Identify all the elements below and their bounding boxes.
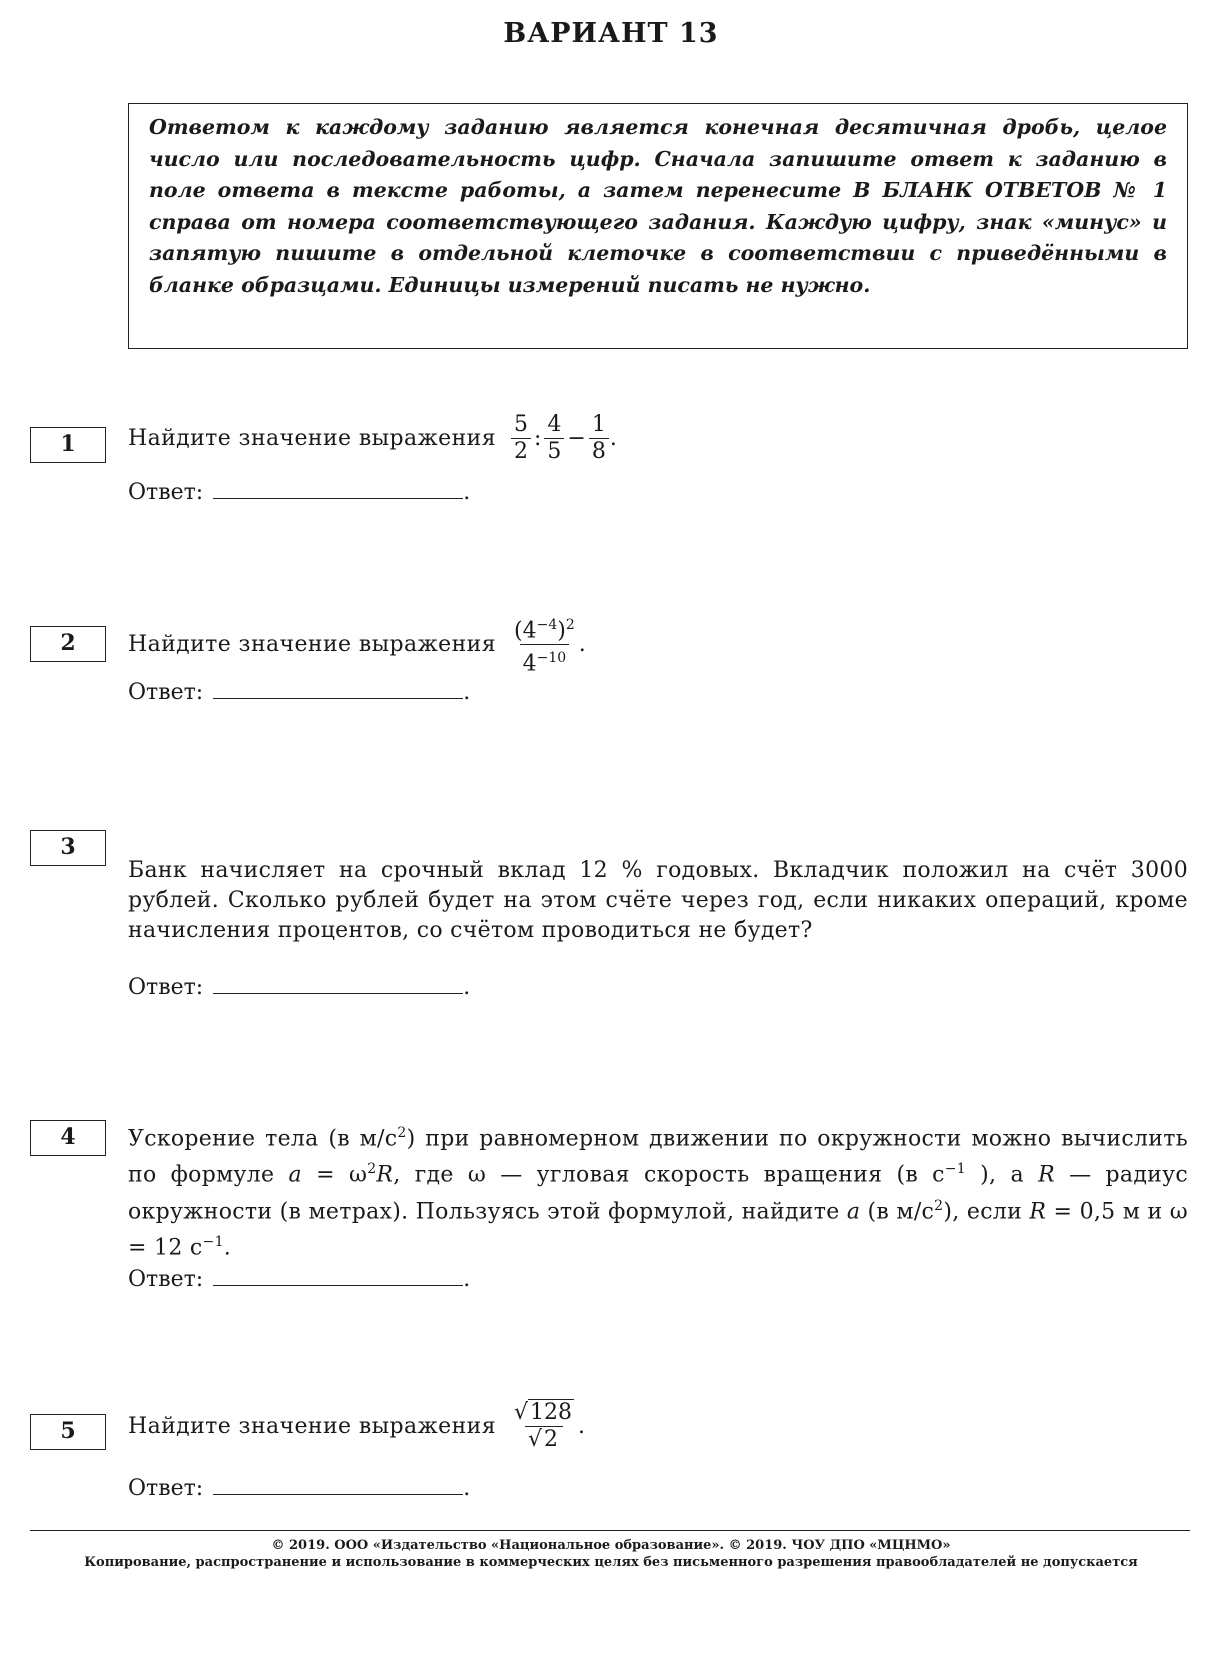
period: . <box>578 632 586 658</box>
denominator: 8 <box>589 438 609 465</box>
numerator: 1 <box>591 412 606 437</box>
denominator: $4^{-10}$ <box>520 644 570 677</box>
footer-copyright: © 2019. ООО «Издательство «Национальное образование». © 2019. ЧОУ ДПО «МЦНМО» <box>271 1538 951 1553</box>
answer-row: Ответ: . <box>128 680 471 705</box>
fraction <box>511 612 578 678</box>
denominator: √2 <box>525 1426 563 1453</box>
page-title: ВАРИАНТ 13 <box>503 18 719 49</box>
task-5-question <box>128 1400 585 1453</box>
task-number: 1 <box>30 427 106 463</box>
denominator: 5 <box>544 438 564 465</box>
task-number: 5 <box>30 1414 106 1450</box>
period: . <box>609 426 617 451</box>
task-prompt: Найдите значение выражения <box>128 426 496 451</box>
answer-label: Ответ: <box>128 480 204 505</box>
answer-field[interactable] <box>213 1476 463 1495</box>
fraction <box>511 1400 577 1453</box>
numerator: 4 <box>547 412 562 437</box>
answer-field[interactable] <box>213 1267 463 1286</box>
denominator: 2 <box>511 438 531 465</box>
answer-row: Ответ: . <box>128 975 471 1000</box>
answer-field[interactable] <box>213 680 463 699</box>
answer-label: Ответ: <box>128 1267 204 1292</box>
task-prompt: Найдите значение выражения <box>128 632 496 658</box>
answer-field[interactable] <box>213 975 463 994</box>
answer-label: Ответ: <box>128 680 204 705</box>
answer-row: Ответ: . <box>128 1476 471 1501</box>
fraction <box>511 412 531 465</box>
operator: − <box>567 426 586 451</box>
numerator: $(4^{-4})^2$ <box>514 617 575 644</box>
task-prompt: Найдите значение выражения <box>128 1414 496 1439</box>
footer-divider <box>30 1530 1190 1531</box>
task-text: Банк начисляет на срочный вклад 12 % годовых. Вкладчик положил на счёт 3000 рублей. Сколько рублей будет на этом счёте через год, если никаких операций, кроме начисления процентов, со счётом проводиться не будет? <box>128 858 1188 943</box>
task-text: Ускорение тела (в $м/с^2$) при равномерном движении по окружности можно вычислить по формуле $a = \omega^2R$, где ω — угловая скорость вращения (в $с^{-1}$ ), а R — радиус окружности (в метрах). Пользуясь этой формулой, найдите a (в $м/с^2$), если R = 0,5 м и ω = 12 $с^{-1}$. <box>128 1125 1188 1261</box>
task-number: 2 <box>30 626 106 662</box>
answer-label: Ответ: <box>128 1476 204 1501</box>
period: . <box>578 1414 586 1439</box>
task-2-question <box>128 612 586 678</box>
answer-field[interactable] <box>213 480 463 499</box>
fraction <box>544 412 564 465</box>
answer-label: Ответ: <box>128 975 204 1000</box>
numerator: 5 <box>514 412 528 437</box>
answer-row: Ответ: . <box>128 1267 471 1292</box>
footer-notice: Копирование, распространение и использование в коммерческих целях без письменного разрешения правообладателей не допускается <box>84 1555 1138 1570</box>
task-1-question <box>128 412 617 465</box>
instructions-box: Ответом к каждому заданию является конечная десятичная дробь, целое число или последовательность цифр. Сначала запишите ответ к заданию в поле ответа в тексте работы, а затем перенесите В БЛАНК ОТВЕТОВ № 1 справа от номера соответствующего задания. Каждую цифру, знак «минус» и запятую пишите в отдельной клеточке в соответствии с приведёнными в бланке образцами. Единицы измерений писать не нужно. <box>128 103 1188 349</box>
operator: : <box>534 426 542 451</box>
fraction <box>589 412 609 465</box>
task-number: 4 <box>30 1120 106 1156</box>
numerator: √128 <box>514 1400 573 1425</box>
answer-row: Ответ: . <box>128 480 471 505</box>
task-number: 3 <box>30 830 106 866</box>
